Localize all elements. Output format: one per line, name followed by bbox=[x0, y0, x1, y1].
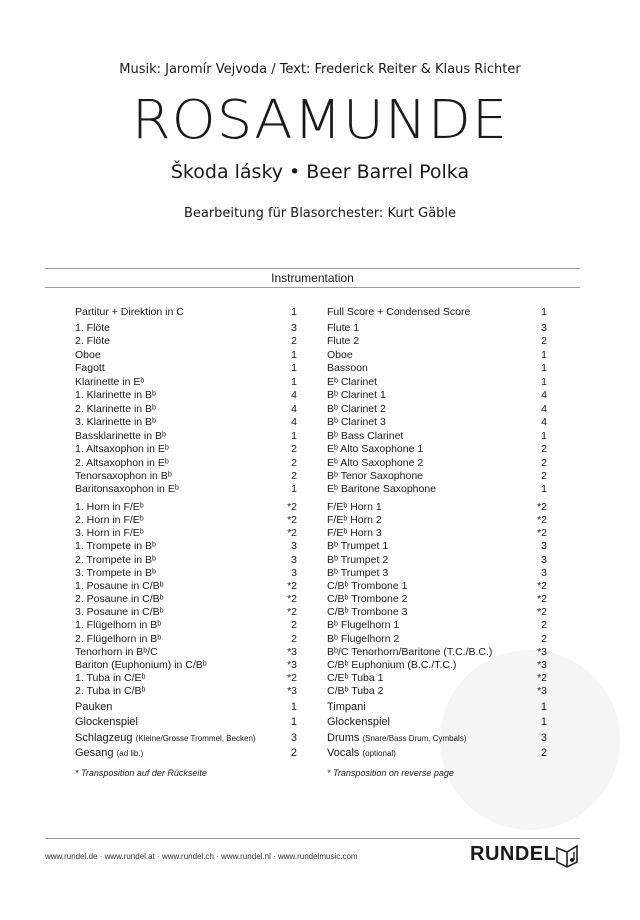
instrument-name: 2. Flöte bbox=[75, 335, 111, 348]
instrument-row bbox=[327, 716, 547, 729]
credits: Musik: Jaromír Vejvoda / Text: Frederick Reiter & Klaus Richter bbox=[119, 62, 521, 77]
instrument-row bbox=[327, 443, 547, 456]
part-count: 2 bbox=[290, 746, 297, 759]
instrument-row bbox=[75, 646, 297, 659]
instrument-row bbox=[75, 430, 297, 443]
instrument-name: Flute 2 bbox=[327, 335, 360, 348]
divider bbox=[45, 268, 580, 269]
instrument-row bbox=[327, 685, 547, 698]
part-count: *2 bbox=[287, 579, 297, 592]
part-count: 1 bbox=[541, 375, 547, 388]
instrument-name: Bᵇ Clarinet 3 bbox=[327, 416, 386, 429]
instrument-name: Pauken bbox=[75, 701, 113, 713]
part-count: *3 bbox=[287, 645, 297, 658]
instrument-row bbox=[327, 322, 547, 335]
instrument-name: Eᵇ Baritone Saxophone bbox=[327, 483, 437, 496]
part-count: 1 bbox=[291, 348, 297, 361]
instrument-name: 2. Posaune in C/Bᵇ bbox=[75, 593, 164, 606]
instrument-name: F/Eᵇ Horn 3 bbox=[327, 527, 382, 540]
instrument-detail: (Kleine/Grosse Trommel, Becken) bbox=[135, 733, 256, 743]
part-count: 3 bbox=[541, 322, 547, 334]
instrument-name: C/Bᵇ Euphonium (B.C./T.C.) bbox=[327, 658, 457, 671]
part-count: *2 bbox=[537, 579, 547, 592]
instrument-name: 3. Horn in F/Eᵇ bbox=[75, 527, 144, 540]
part-count: *2 bbox=[537, 671, 547, 684]
instrument-name: Bᵇ Clarinet 1 bbox=[327, 389, 386, 402]
part-count: 2 bbox=[541, 335, 547, 348]
part-count: 3 bbox=[541, 540, 547, 553]
instrument-row bbox=[75, 362, 297, 375]
instrument-row bbox=[327, 732, 547, 745]
instrument-row bbox=[327, 606, 547, 619]
instrument-row bbox=[75, 633, 297, 646]
instrument-row bbox=[75, 732, 297, 745]
instrument-detail: (Snare/Bass Drum, Cymbals) bbox=[362, 733, 467, 743]
part-count: *2 bbox=[287, 501, 297, 513]
instrument-name: Timpani bbox=[327, 701, 366, 713]
instrument-name: Bᵇ Clarinet 2 bbox=[327, 402, 386, 415]
instrument-row bbox=[327, 416, 547, 429]
instrument-name: Glockenspiel bbox=[327, 716, 390, 729]
instrument-name: 3. Klarinette in Bᵇ bbox=[75, 416, 157, 429]
part-count: *2 bbox=[537, 606, 547, 619]
instrument-row bbox=[75, 540, 297, 553]
instrument-row bbox=[327, 349, 547, 362]
instrument-name: Bᵇ Flugelhorn 1 bbox=[327, 619, 400, 632]
part-count: 2 bbox=[541, 443, 547, 456]
part-count: 3 bbox=[291, 566, 297, 579]
instrument-row bbox=[327, 633, 547, 646]
part-count: 2 bbox=[291, 335, 297, 348]
part-count: 4 bbox=[291, 416, 297, 429]
part-count: 3 bbox=[290, 731, 297, 744]
footnote-german: * Transposition auf der Rückseite bbox=[75, 768, 207, 778]
instrument-row bbox=[75, 483, 297, 496]
part-count: 1 bbox=[291, 362, 297, 375]
instrument-name: C/Bᵇ Trombone 2 bbox=[327, 593, 408, 606]
part-count: 4 bbox=[541, 416, 547, 429]
instrument-name: Bassoon bbox=[327, 362, 368, 375]
page-title: ROSAMUNDE bbox=[131, 89, 509, 152]
book-music-icon bbox=[555, 844, 581, 868]
part-count: 1 bbox=[291, 429, 297, 442]
instrument-name: Tenorsaxophon in Bᵇ bbox=[75, 469, 172, 482]
instrument-row bbox=[327, 514, 547, 527]
instrument-name: Oboe bbox=[75, 348, 101, 361]
instrument-name: F/Eᵇ Horn 1 bbox=[327, 501, 382, 513]
instrument-name: Eᵇ Alto Saxophone 1 bbox=[327, 443, 424, 456]
part-count: 4 bbox=[541, 389, 547, 402]
part-count: *3 bbox=[287, 685, 297, 698]
instrument-row bbox=[75, 322, 297, 335]
instrument-name: Klarinette in Eᵇ bbox=[75, 375, 145, 388]
divider bbox=[45, 287, 580, 288]
instrument-row bbox=[327, 430, 547, 443]
instrument-name: Bᵇ Tenor Saxophone bbox=[327, 469, 424, 482]
instrument-name: 3. Trompete in Bᵇ bbox=[75, 566, 157, 579]
part-count: 2 bbox=[291, 443, 297, 456]
instrument-row bbox=[327, 659, 547, 672]
part-count: 2 bbox=[291, 632, 297, 645]
instrument-row bbox=[75, 619, 297, 632]
instrument-row bbox=[75, 403, 297, 416]
instrument-name: Tenorhorn in Bᵇ/C bbox=[75, 645, 158, 658]
part-count: 2 bbox=[291, 456, 297, 469]
instrument-name: C/Bᵇ Trombone 3 bbox=[327, 606, 408, 619]
instrument-name: C/Bᵇ Tuba 2 bbox=[327, 685, 384, 698]
instrument-row bbox=[327, 527, 547, 540]
instrument-name: 1. Flöte bbox=[75, 322, 111, 334]
instrument-name: Drums bbox=[327, 731, 360, 744]
part-count: 1 bbox=[291, 306, 297, 318]
instrument-row bbox=[75, 470, 297, 483]
instrument-row bbox=[75, 716, 297, 729]
instrument-name: Bᵇ/C Tenorhorn/Baritone (T.C./B.C.) bbox=[327, 645, 493, 658]
instrument-row bbox=[75, 554, 297, 567]
instrument-row bbox=[327, 376, 547, 389]
instrument-name: Eᵇ Clarinet bbox=[327, 375, 378, 388]
instrument-row bbox=[75, 335, 297, 348]
part-count: 3 bbox=[541, 553, 547, 566]
instrument-row bbox=[327, 646, 547, 659]
instrument-name: Schlagzeug bbox=[75, 731, 133, 744]
part-count: 1 bbox=[540, 716, 547, 729]
instrument-row bbox=[75, 389, 297, 402]
instrument-name: Bᵇ Bass Clarinet bbox=[327, 429, 404, 442]
divider bbox=[45, 838, 580, 839]
part-count: *2 bbox=[537, 514, 547, 527]
instrument-name: Bᵇ Flugelhorn 2 bbox=[327, 632, 400, 645]
instrument-row bbox=[75, 580, 297, 593]
instrument-row bbox=[327, 306, 547, 319]
part-count: 1 bbox=[290, 716, 297, 729]
part-count: 2 bbox=[540, 746, 547, 759]
instrument-name: 2. Altsaxophon in Eᵇ bbox=[75, 456, 169, 469]
part-count: 2 bbox=[541, 469, 547, 482]
instrument-detail: (optional) bbox=[362, 748, 396, 758]
instrument-row bbox=[75, 747, 297, 760]
instrument-name: Oboe bbox=[327, 348, 353, 361]
instrument-row bbox=[327, 747, 547, 760]
part-count: 1 bbox=[541, 429, 547, 442]
instrument-name: 2. Tuba in C/Bᵇ bbox=[75, 685, 146, 698]
part-count: 4 bbox=[291, 402, 297, 415]
instrument-row bbox=[327, 470, 547, 483]
part-count: *2 bbox=[287, 514, 297, 527]
instrument-name: Full Score + Condensed Score bbox=[327, 306, 471, 318]
section-title: Instrumentation bbox=[271, 271, 354, 285]
part-count: 4 bbox=[541, 402, 547, 415]
part-count: 3 bbox=[291, 540, 297, 553]
part-count: 1 bbox=[290, 701, 297, 713]
part-count: 3 bbox=[541, 566, 547, 579]
part-count: *3 bbox=[537, 685, 547, 698]
instrument-name: Bᵇ Trumpet 1 bbox=[327, 540, 389, 553]
part-count: *2 bbox=[537, 527, 547, 540]
instrument-name: Fagott bbox=[75, 362, 105, 375]
part-count: *2 bbox=[537, 501, 547, 513]
part-count: 1 bbox=[541, 362, 547, 375]
instrument-row bbox=[327, 593, 547, 606]
footer-links[interactable]: www.rundel.de · www.rundel.at · www.rundel.ch · www.rundel.nl · www.rundelmusic.com bbox=[45, 852, 358, 861]
instrument-row bbox=[75, 514, 297, 527]
instrument-name: Partitur + Direktion in C bbox=[75, 306, 184, 318]
instrument-row bbox=[75, 672, 297, 685]
instrument-name: 1. Trompete in Bᵇ bbox=[75, 540, 157, 553]
instrument-row bbox=[75, 416, 297, 429]
instrument-row bbox=[327, 567, 547, 580]
subtitle: Škoda lásky • Beer Barrel Polka bbox=[170, 161, 470, 183]
instrument-name: 1. Posaune in C/Bᵇ bbox=[75, 579, 164, 592]
instrument-name: Bariton (Euphonium) in C/Bᵇ bbox=[75, 658, 207, 671]
instrument-name: 2. Flügelhorn in Bᵇ bbox=[75, 632, 162, 645]
instrument-name: 1. Tuba in C/Eᵇ bbox=[75, 671, 146, 684]
part-count: *3 bbox=[537, 645, 547, 658]
part-count: *2 bbox=[287, 527, 297, 540]
instrument-row bbox=[75, 606, 297, 619]
instrument-row bbox=[327, 457, 547, 470]
instrument-name: 1. Flügelhorn in Bᵇ bbox=[75, 619, 162, 632]
part-count: *3 bbox=[287, 658, 297, 671]
part-count: 1 bbox=[291, 483, 297, 496]
instrument-name: 1. Klarinette in Bᵇ bbox=[75, 389, 157, 402]
part-count: 3 bbox=[291, 322, 297, 334]
part-count: *2 bbox=[537, 593, 547, 606]
instrument-row bbox=[75, 567, 297, 580]
instrument-row bbox=[327, 335, 547, 348]
instrument-row bbox=[327, 580, 547, 593]
instrument-row bbox=[75, 659, 297, 672]
instrument-name: C/Bᵇ Trombone 1 bbox=[327, 579, 408, 592]
part-count: 1 bbox=[540, 701, 547, 713]
arrangement-credit: Bearbeitung für Blasorchester: Kurt Gäble bbox=[183, 206, 457, 221]
instrument-name: Flute 1 bbox=[327, 322, 360, 334]
instrument-name: Bᵇ Trumpet 3 bbox=[327, 566, 389, 579]
instrument-row bbox=[75, 593, 297, 606]
instrument-row bbox=[75, 443, 297, 456]
part-count: 1 bbox=[541, 483, 547, 496]
part-count: 2 bbox=[541, 456, 547, 469]
instrument-name: Eᵇ Alto Saxophone 2 bbox=[327, 456, 424, 469]
instrument-row bbox=[75, 701, 297, 714]
instrument-name: Vocals bbox=[327, 746, 360, 759]
instrument-row bbox=[327, 672, 547, 685]
part-count: 1 bbox=[541, 306, 547, 318]
instrument-name: Glockenspiel bbox=[75, 716, 138, 729]
part-count: *2 bbox=[287, 671, 297, 684]
instrument-name: 3. Posaune in C/Bᵇ bbox=[75, 606, 164, 619]
instrument-name: 2. Trompete in Bᵇ bbox=[75, 553, 157, 566]
instrument-name: Gesang bbox=[75, 746, 114, 759]
instrument-row bbox=[327, 540, 547, 553]
instrument-row bbox=[75, 349, 297, 362]
instrument-row bbox=[75, 501, 297, 514]
part-count: 3 bbox=[540, 731, 547, 744]
part-count: 1 bbox=[291, 375, 297, 388]
publisher-logo: RUNDEL bbox=[470, 843, 557, 865]
part-count: 1 bbox=[541, 348, 547, 361]
instrument-name: 2. Klarinette in Bᵇ bbox=[75, 402, 157, 415]
footnote-english: * Transposition on reverse page bbox=[327, 768, 454, 778]
instrument-row bbox=[327, 483, 547, 496]
instrument-row bbox=[75, 527, 297, 540]
part-count: *3 bbox=[537, 658, 547, 671]
instrument-row bbox=[327, 403, 547, 416]
part-count: *2 bbox=[287, 593, 297, 606]
part-count: 2 bbox=[541, 619, 547, 632]
part-count: 2 bbox=[291, 619, 297, 632]
instrument-name: 1. Horn in F/Eᵇ bbox=[75, 501, 144, 513]
instrument-row bbox=[327, 501, 547, 514]
part-count: *2 bbox=[287, 606, 297, 619]
part-count: 2 bbox=[541, 632, 547, 645]
instrument-row bbox=[75, 306, 297, 319]
instrument-name: 2. Horn in F/Eᵇ bbox=[75, 514, 144, 527]
instrument-name: F/Eᵇ Horn 2 bbox=[327, 514, 382, 527]
part-count: 4 bbox=[291, 389, 297, 402]
part-count: 2 bbox=[291, 469, 297, 482]
instrument-row bbox=[327, 619, 547, 632]
instrument-row bbox=[327, 701, 547, 714]
instrument-row bbox=[75, 376, 297, 389]
instrument-row bbox=[75, 457, 297, 470]
part-count: 3 bbox=[291, 553, 297, 566]
instrument-detail: (ad lib.) bbox=[116, 748, 144, 758]
instrument-name: Baritonsaxophon in Eᵇ bbox=[75, 483, 179, 496]
instrument-name: 1. Altsaxophon in Eᵇ bbox=[75, 443, 169, 456]
instrument-name: C/Eᵇ Tuba 1 bbox=[327, 671, 384, 684]
instrument-row bbox=[327, 362, 547, 375]
instrument-row bbox=[327, 389, 547, 402]
instrument-name: Bᵇ Trumpet 2 bbox=[327, 553, 389, 566]
instrument-row bbox=[327, 554, 547, 567]
instrument-row bbox=[75, 685, 297, 698]
instrument-name: Bassklarinette in Bᵇ bbox=[75, 429, 166, 442]
